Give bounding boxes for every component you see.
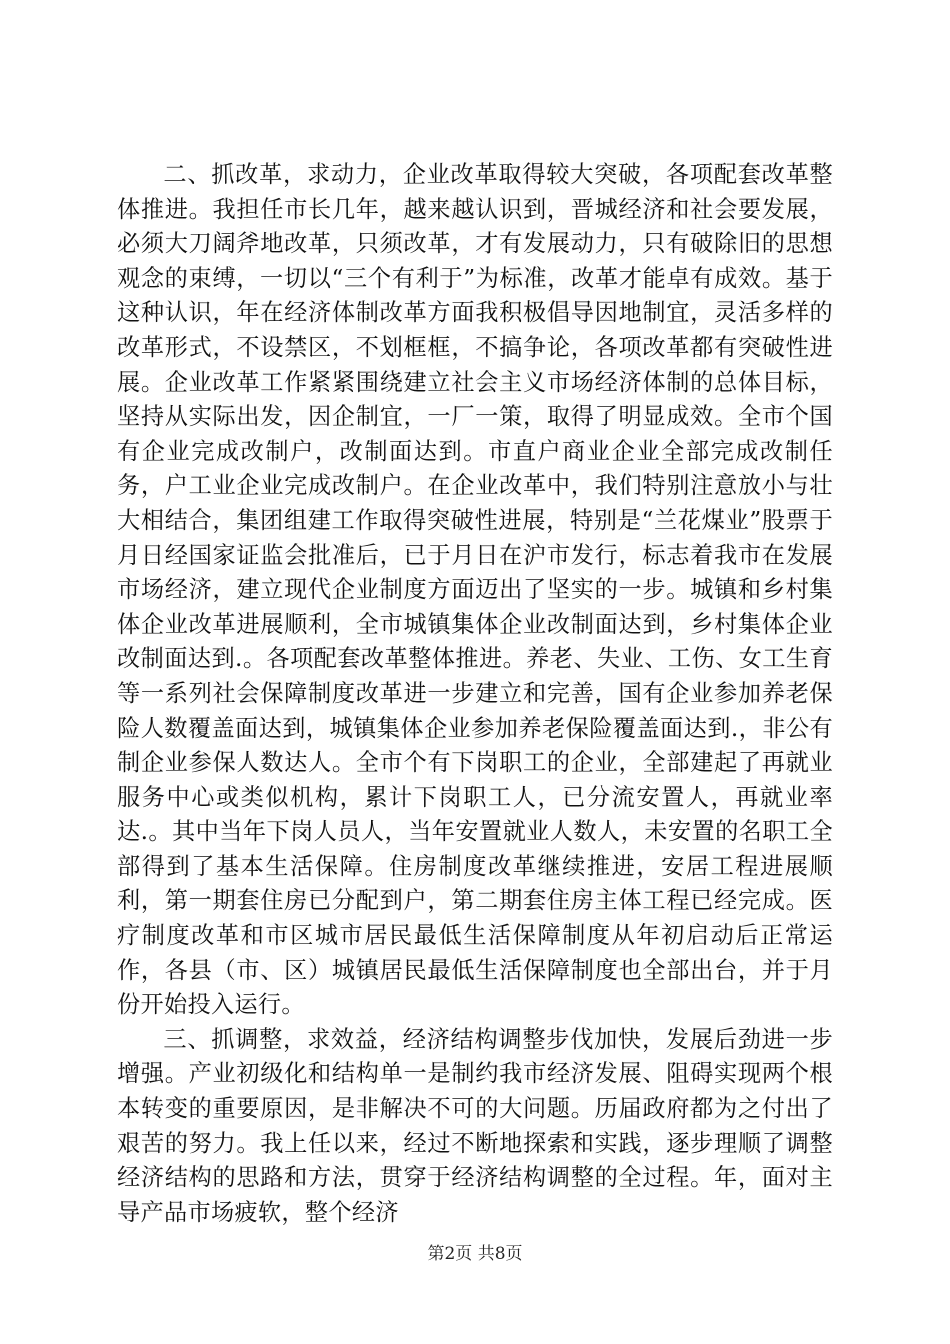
paragraph-adjustment: 三、抓调整，求效益，经济结构调整步伐加快，发展后劲进一步增强。产业初级化和结构单一是制约我市经济发展、阻碍实现两个根本转变的重要原因，是非解决不可的大问题。历届政府都为之付出了艰苦的努力。我上任以来，经过不断地探索和实践，逐步理顺了调整经济结构的思路和方法，贯穿于经济结构调整的全过程。年，面对主导产品市场疲软，整个经济 (117, 1025, 833, 1226)
page-number-footer: 第2页 共8页 (427, 1244, 523, 1264)
paragraph-reform: 二、抓改革，求动力，企业改革取得较大突破，各项配套改革整体推进。我担任市长几年，越来越认识到，晋城经济和社会要发展，必须大刀阔斧地改革，只须改革，才有发展动力，只有破除旧的思想观念的束缚，一切以“三个有利于”为标准，改革才能卓有成效。基于这种认识，年在经济体制改革方面我积极倡导因地制宜，灵活多样的改革形式，不设禁区，不划框框，不搞争论，各项改革都有突破性进展。企业改革工作紧紧围绕建立社会主义市场经济体制的总体目标，坚持从实际出发，因企制宜，一厂一策，取得了明显成效。全市个国有企业完成改制户，改制面达到。市直户商业企业全部完成改制任务，户工业企业完成改制户。在企业改革中，我们特别注意放小与壮大相结合，集团组建工作取得突破性进展，特别是“兰花煤业”股票于月日经国家证监会批准后，已于月日在沪市发行，标志着我市在发展市场经济，建立现代企业制度方面迈出了坚实的一步。城镇和乡村集体企业改革进展顺利，全市城镇集体企业改制面达到，乡村集体企业改制面达到.。各项配套改革整体推进。养老、失业、工伤、女工生育等一系列社会保障制度改革进一步建立和完善，国有企业参加养老保险人数覆盖面达到，城镇集体企业参加养老保险覆盖面达到.，非公有制企业参保人数达人。全市个有下岗职工的企业，全部建起了再就业服务中心或类似机构，累计下岗职工人，已分流安置人，再就业率达.。其中当年下岗人员人，当年安置就业人数人，未安置的名职工全部得到了基本生活保障。住房制度改革继续推进，安居工程进展顺利，第一期套住房已分配到户，第二期套住房主体工程已经完成。医疗制度改革和市区城市居民最低生活保障制度从年初启动后正常运作，各县（市、区）城镇居民最低生活保障制度也全部出台，并于月份开始投入运行。 (117, 161, 833, 1019)
document-body (117, 158, 833, 1230)
